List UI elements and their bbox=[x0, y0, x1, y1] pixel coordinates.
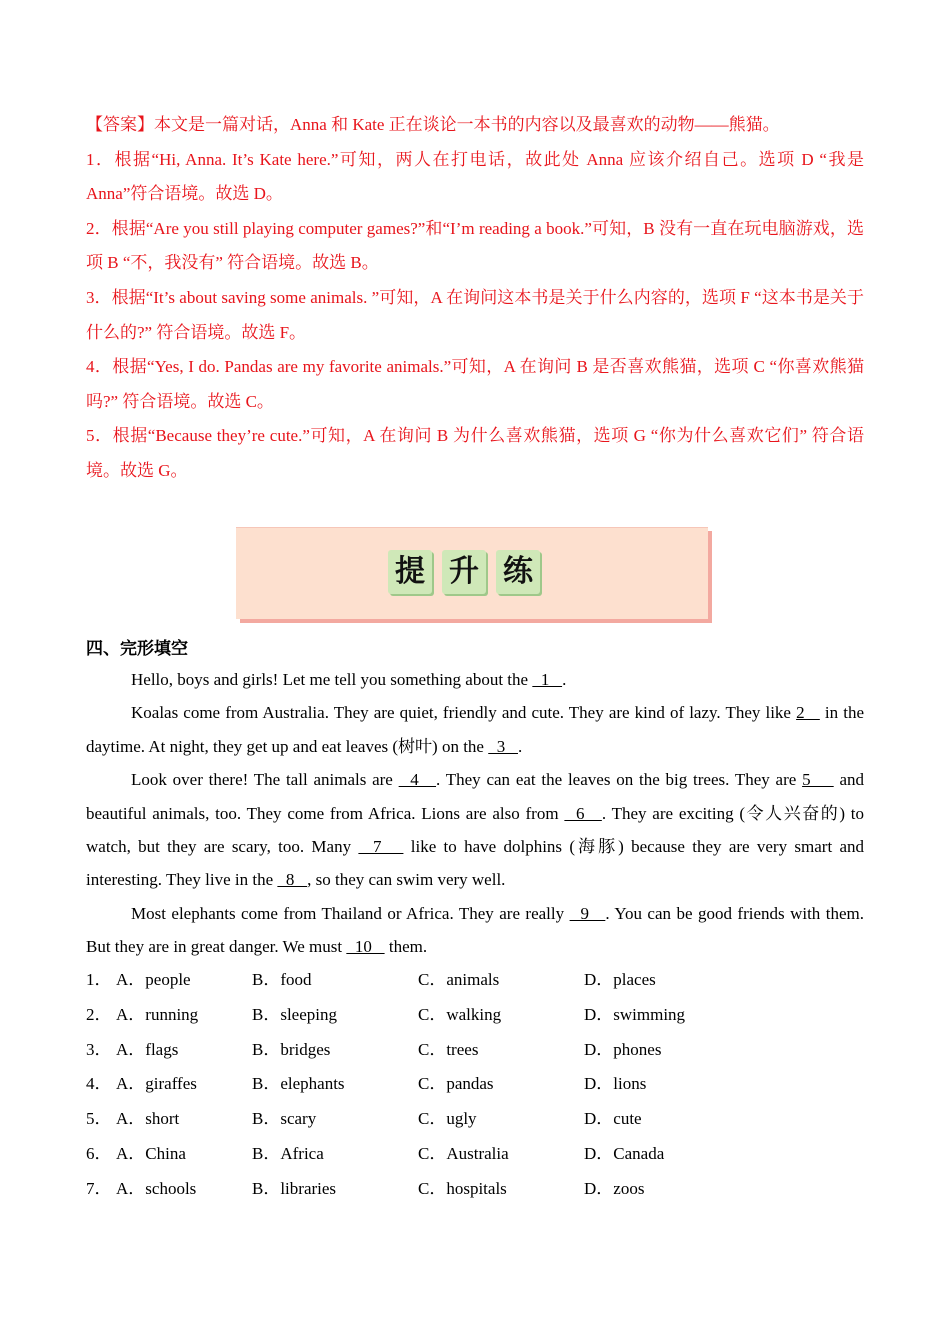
blank-2: 2 bbox=[796, 703, 820, 723]
option-c: C．animals bbox=[418, 970, 500, 989]
option-c: C．ugly bbox=[418, 1109, 477, 1129]
option-a: A．China bbox=[116, 1143, 186, 1163]
passage-text: them. bbox=[384, 937, 428, 957]
option-d: D．phones bbox=[584, 1039, 662, 1059]
passage-text: , so they can swim very well. bbox=[307, 870, 506, 890]
passage-text: . bbox=[562, 670, 567, 689]
option-row-1 bbox=[86, 963, 864, 998]
option-row-5 bbox=[86, 1102, 864, 1137]
passage-paragraph-1 bbox=[86, 663, 864, 696]
answer-item-1: 1．根据“Hi, Anna. It’s Kate here.”可知，两人在打电话，故此处 Anna 应该介绍自己。选项 D “我是 Anna”符合语境。故选 D。 bbox=[86, 149, 864, 204]
option-row-4 bbox=[86, 1067, 864, 1102]
blank-9: 9 bbox=[569, 903, 606, 923]
option-b: B．bridges bbox=[252, 1039, 331, 1059]
answer-item-4: 4．根据“Yes, I do. Pandas are my favorite animals.”可知，A 在询问 B 是否喜欢熊猫，选项 C “你喜欢熊猫吗?” 符合语境。故选 C。 bbox=[86, 357, 864, 411]
option-num: 4． bbox=[86, 1074, 112, 1094]
option-a: A．flags bbox=[116, 1039, 179, 1059]
answer-item-5: 5．根据“Because they’re cute.”可知，A 在询问 B 为什么喜欢熊猫，选项 G “你为什么喜欢它们” 符合语境。故选 G。 bbox=[86, 426, 864, 480]
blank-1: 1 bbox=[532, 670, 563, 689]
option-c: C．pandas bbox=[418, 1074, 494, 1094]
option-row-6 bbox=[86, 1137, 864, 1172]
option-row-7 bbox=[86, 1172, 864, 1207]
cloze-passage bbox=[86, 663, 864, 964]
answer-item-3: 3．根据“It’s about saving some animals. ”可知，A 在询问这本书是关于什么内容的，选项 F “这本书是关于什么的?” 符合语境。故选 F。 bbox=[86, 287, 864, 342]
passage-text: Koalas come from Australia. They are quiet, friendly and cute. They are kind of lazy. They like bbox=[131, 703, 797, 723]
passage-text: . They are exciting (令人兴奋的) to watch, but they are scary, too. Many bbox=[86, 803, 865, 857]
passage-text: Most elephants come from Thailand or Africa. They are really bbox=[131, 903, 570, 923]
option-a: A．schools bbox=[116, 1178, 197, 1198]
option-a: A．short bbox=[116, 1109, 180, 1129]
blank-6: 6 bbox=[564, 803, 602, 823]
option-b: B．Africa bbox=[252, 1143, 324, 1163]
banner-tiles bbox=[388, 550, 540, 594]
option-num: 2． bbox=[86, 1004, 112, 1024]
answer-item-2: 2．根据“Are you still playing computer games?”和“I’m reading a book.”可知，B 没有一直在玩电脑游戏，选项 B “不，我没有” 符合语境。故选 B。 bbox=[86, 218, 864, 273]
option-c: C．trees bbox=[418, 1039, 479, 1059]
passage-paragraph-3 bbox=[86, 763, 864, 897]
option-d: D．Canada bbox=[584, 1143, 665, 1163]
option-num: 3． bbox=[86, 1039, 112, 1059]
passage-text: . They can eat the leaves on the big trees. They are bbox=[436, 770, 803, 790]
passage-text: like to have dolphins (海豚) because they are very smart and interesting. They live in the bbox=[86, 837, 865, 890]
blank-4: 4 bbox=[398, 770, 437, 790]
passage-text: . bbox=[517, 736, 523, 756]
passage-paragraph-4 bbox=[86, 897, 864, 964]
option-a: A．people bbox=[116, 970, 191, 989]
option-d: D．places bbox=[584, 970, 656, 989]
banner-char-3: 练 bbox=[496, 550, 540, 594]
banner-char-1: 提 bbox=[388, 550, 432, 594]
option-b: B．scary bbox=[252, 1109, 317, 1129]
option-b: B．food bbox=[252, 970, 312, 989]
option-row-3 bbox=[86, 1033, 864, 1068]
option-num: 7． bbox=[86, 1178, 112, 1198]
option-a: A．giraffes bbox=[116, 1074, 197, 1094]
blank-8: 8 bbox=[277, 870, 308, 890]
option-a: A．running bbox=[116, 1004, 199, 1024]
passage-text: Hello, boys and girls! Let me tell you something about the bbox=[131, 670, 533, 689]
blank-7: 7 bbox=[358, 837, 404, 857]
passage-text: in the daytime. At night, they get up and eat leaves (树叶) on the bbox=[86, 703, 864, 756]
option-num: 5． bbox=[86, 1109, 112, 1129]
option-num: 6． bbox=[86, 1143, 112, 1163]
passage-text: . You can be good friends with them. But they are in great danger. We must bbox=[86, 903, 864, 957]
blank-3: 3 bbox=[488, 736, 518, 756]
option-row-2 bbox=[86, 998, 864, 1033]
option-b: B．libraries bbox=[252, 1178, 337, 1198]
option-d: D．lions bbox=[584, 1074, 647, 1094]
section-banner bbox=[236, 527, 708, 619]
passage-text: Look over there! The tall animals are bbox=[131, 770, 399, 790]
option-c: C．hospitals bbox=[418, 1178, 507, 1198]
option-d: D．cute bbox=[584, 1109, 642, 1129]
passage-text: and beautiful animals, too. They come from Africa. Lions are also from bbox=[86, 770, 865, 823]
blank-5: 5 bbox=[802, 770, 834, 790]
section-title: 四、完形填空 bbox=[86, 639, 188, 659]
option-c: C．walking bbox=[418, 1004, 502, 1024]
option-b: B．sleeping bbox=[252, 1004, 337, 1024]
banner-char-2: 升 bbox=[442, 550, 486, 594]
answer-explanation bbox=[86, 108, 864, 489]
answer-options bbox=[86, 963, 864, 1207]
option-num: 1． bbox=[86, 970, 112, 989]
blank-10: 10 bbox=[346, 937, 385, 957]
passage-paragraph-2 bbox=[86, 696, 864, 763]
option-d: D．swimming bbox=[584, 1004, 686, 1024]
option-d: D．zoos bbox=[584, 1178, 645, 1198]
option-b: B．elephants bbox=[252, 1074, 345, 1094]
answer-intro: 【答案】本文是一篇对话，Anna 和 Kate 正在谈论一本书的内容以及最喜欢的动物——熊猫。 bbox=[86, 115, 780, 134]
option-c: C．Australia bbox=[418, 1143, 509, 1163]
